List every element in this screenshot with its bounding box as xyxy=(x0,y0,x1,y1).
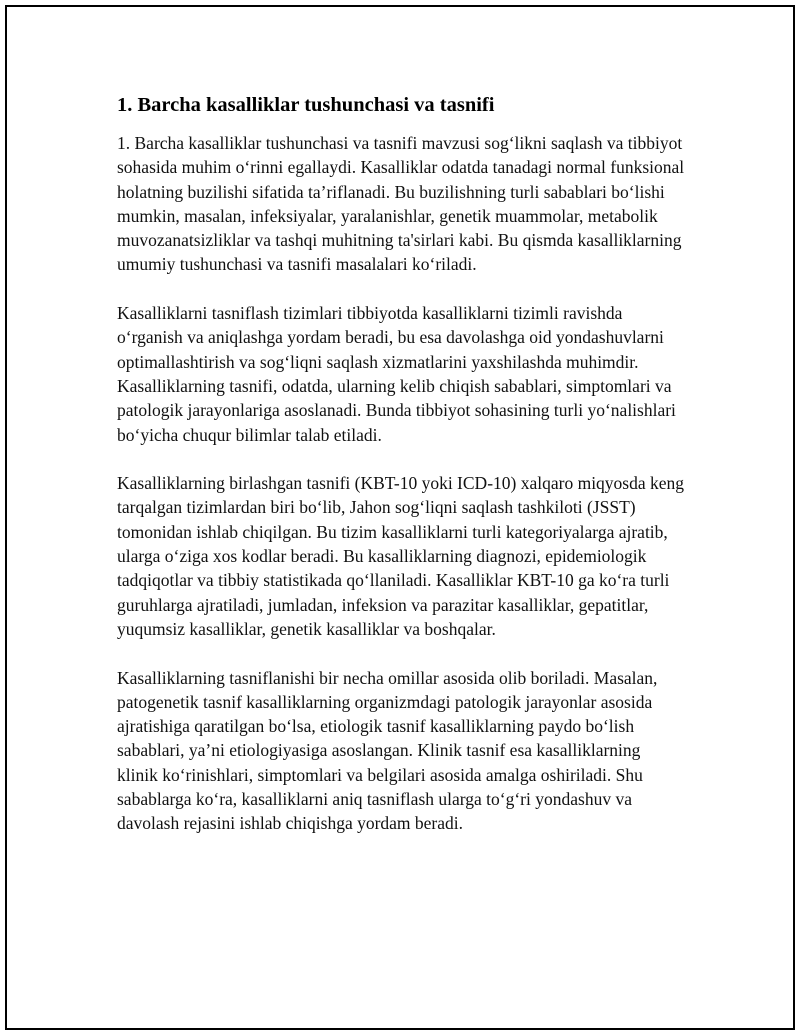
document-body xyxy=(113,91,685,836)
section-heading: 1. Barcha kasalliklar tushunchasi va tasnifi xyxy=(117,94,495,116)
paragraph-3: Kasalliklarning birlashgan tasnifi (KBT-10 yoki ICD-10) xalqaro miqyosda keng tarqalgan tizimlardan biri bo‘lib, Jahon sog‘liqni saqlash tashkiloti (JSST) tomonidan ishlab chiqilgan. Bu tizim kasalliklarni turli kategoriyalarga ajratib, ularga o‘ziga xos kodlar beradi. Bu kasalliklarning diagnozi, epidemiologik tadqiqotlar va tibbiy statistikada qo‘llaniladi. Kasalliklar KBT-10 ga ko‘ra turli guruhlarga ajratiladi, jumladan, infeksion va parazitar kasalliklar, gepatitlar, yuqumsiz kasalliklar, genetik kasalliklar va boshqalar. xyxy=(117,473,685,639)
paragraph-4: Kasalliklarning tasniflanishi bir necha omillar asosida olib boriladi. Masalan, patogenetik tasnif kasalliklarning organizmdagi patologik jarayonlar asosida ajratishiga qaratilgan bo‘lsa, etiologik tasnif kasalliklarning paydo bo‘lish sabablari, ya’ni etiologiyasiga asoslangan. Klinik tasnif esa kasalliklarning klinik ko‘rinishlari, simptomlari va belgilari asosida amalga oshiriladi. Shu sabablarga ko‘ra, kasalliklarni aniq tasniflash ularga to‘g‘ri yondashuv va davolash rejasini ishlab chiqishga yordam beradi. xyxy=(117,667,658,834)
paragraph-1: 1. Barcha kasalliklar tushunchasi va tasnifi mavzusi sog‘likni saqlash va tibbiyot sohasida muhim o‘rinni egallaydi. Kasalliklar odatda tanadagi normal funksional holatning buzilishi sifatida ta’riflanadi. Bu buzilishning turli sabablari bo‘lishi mumkin, masalan, infeksiyalar, yaralanishlar, genetik muammolar, metabolik muvozanatsizliklar va tashqi muhitning ta'sirlari kabi. Bu qismda kasalliklarning umumiy tushunchasi va tasnifi masalalari ko‘riladi. xyxy=(117,133,685,275)
paragraph-2: Kasalliklarni tasniflash tizimlari tibbiyotda kasalliklarni tizimli ravishda o‘rganish va aniqlashga yordam beradi, bu esa davolashga oid yondashuvlarni optimallashtirish va sog‘liqni saqlash xizmatlarini yaxshilashda muhimdir. Kasalliklarning tasnifi, odatda, ularning kelib chiqish sabablari, simptomlari va patologik jarayonlariga asoslanadi. Bunda tibbiyot sohasining turli yo‘nalishlari bo‘yicha chuqur bilimlar talab etiladi. xyxy=(117,303,676,445)
